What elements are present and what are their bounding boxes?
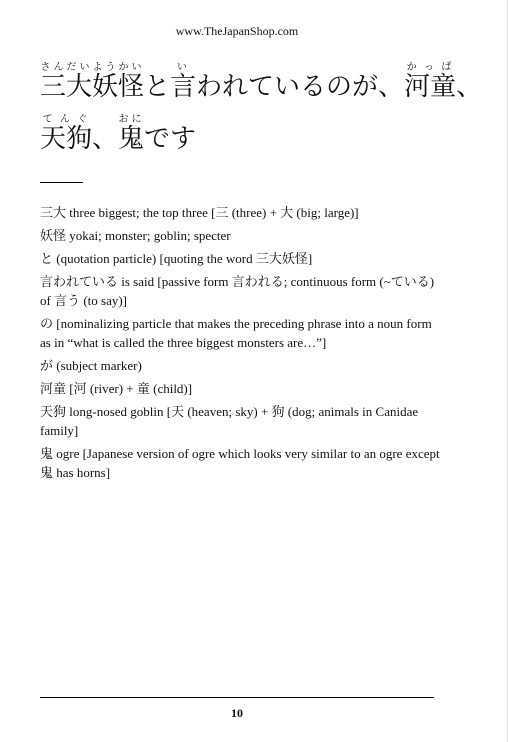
furigana-word: [40, 62, 145, 102]
vocab-entry: 天狗 long-nosed goblin [天 (heaven; sky) + 狗 (dog; animals in Canidae family]: [40, 404, 419, 438]
furigana-reading: てんぐ: [40, 114, 92, 125]
kana-text: です: [144, 124, 197, 154]
furigana-word: [118, 114, 145, 154]
furigana-reading: おに: [118, 114, 145, 125]
vocab-entry: 三大 three biggest; the top three [三 (three) + 大 (big; large)]: [40, 205, 359, 220]
kana-text: 、: [456, 72, 483, 102]
kanji-base: 天狗: [40, 124, 93, 154]
furigana-word: [404, 62, 457, 102]
kanji-base: 河童: [404, 72, 457, 102]
vocabulary-list: [40, 203, 440, 486]
furigana-reading: かっぱ: [404, 62, 457, 73]
vocab-entry: 河童 [河 (river) + 童 (child)]: [40, 381, 193, 396]
furigana-reading: さんだいようかい: [40, 62, 145, 73]
kanji-base: 三大妖怪: [40, 72, 145, 102]
vocab-entry: 鬼 ogre [Japanese version of ogre which looks very similar to an ogre except 鬼 has horns]: [40, 446, 440, 480]
vocab-entry: の [nominalizing particle that makes the preceding phrase into a noun form as in “what is called the three biggest monsters are…”]: [40, 316, 432, 350]
section-divider: [40, 182, 83, 183]
kana-text: 、: [92, 124, 119, 154]
vocab-entry: 妖怪 yokai; monster; goblin; specter: [40, 228, 231, 243]
kanji-base: 言: [170, 72, 197, 102]
site-url-header: www.TheJapanShop.com: [175, 24, 299, 38]
vocab-entry: と (quotation particle) [quoting the word 三大妖怪]: [40, 251, 313, 266]
sentence-line-2: [40, 114, 196, 152]
kanji-base: 鬼: [118, 124, 145, 154]
kana-text: われているのが、: [196, 72, 405, 102]
furigana-word: [170, 62, 197, 102]
furigana-word: [40, 114, 93, 154]
vocab-entry: が (subject marker): [40, 358, 142, 373]
kana-text: と: [144, 72, 171, 102]
sentence-line-1: [40, 62, 482, 100]
page-number: 10: [231, 706, 243, 720]
vocab-entry: 言われている is said [passive form 言われる; continuous form (~ている) of 言う (to say)]: [40, 274, 435, 308]
footer-divider: [40, 697, 434, 698]
furigana-reading: い: [170, 62, 197, 73]
